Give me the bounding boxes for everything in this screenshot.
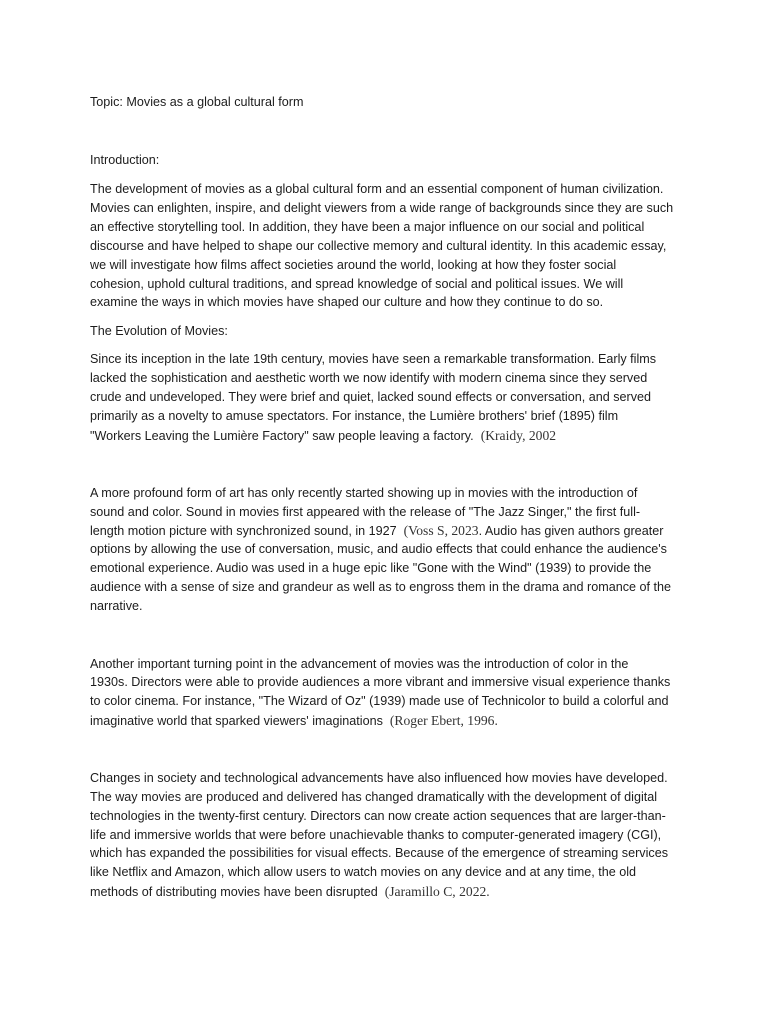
paragraph-line: audience with a sense of size and grandeur as well as to engross them in the drama and romance of the: [90, 580, 672, 594]
paragraph-line: Since its inception in the late 19th century, movies have seen a remarkable transformation. Early films: [90, 352, 657, 366]
line-text: imaginative world that sparked viewers' imaginations: [90, 714, 383, 728]
citation: (Voss S, 2023: [403, 523, 479, 538]
paragraph-line: emotional experience. Audio was used in a huge epic like "Gone with the Wind" (1939) to provide the: [90, 561, 652, 575]
paragraph-line: discourse and have helped to shape our collective memory and cultural identity. In this academic essay,: [90, 239, 667, 253]
paragraph-line: examine the ways in which movies have shaped our culture and how they continue to do so.: [90, 295, 604, 309]
paragraph-line: life and immersive worlds that were before unachievable thanks to computer-generated imagery (CGI),: [90, 828, 662, 842]
line-text: . Audio has given authors greater: [478, 524, 664, 538]
paragraph-line: [90, 521, 663, 541]
paragraph-line: cohesion, uphold cultural traditions, and spread knowledge of social and political issues. We will: [90, 277, 624, 291]
paragraph-line: to color cinema. For instance, "The Wizard of Oz" (1939) made use of Technicolor to build a colorful and: [90, 694, 669, 708]
paragraph-line: 1930s. Directors were able to provide audiences a more vibrant and immersive visual experience thanks: [90, 675, 671, 689]
paragraph-line: which has expanded the possibilities for visual effects. Because of the emergence of streaming services: [90, 846, 668, 860]
paragraph-line: Another important turning point in the advancement of movies was the introduction of color in the: [90, 657, 629, 671]
paragraph-line: [90, 882, 490, 902]
paragraph-line: narrative.: [90, 599, 143, 613]
evolution-heading: The Evolution of Movies:: [90, 324, 228, 338]
paragraph-line: crude and undeveloped. They were brief and quiet, lacked sound effects or conversation, and served: [90, 390, 652, 404]
paragraph-line: The development of movies as a global cultural form and an essential component of human civilization.: [90, 182, 664, 196]
paragraph-line: [90, 426, 556, 446]
line-text: "Workers Leaving the Lumière Factory" saw people leaving a factory.: [90, 429, 474, 443]
line-text: methods of distributing movies have been disrupted: [90, 885, 378, 899]
paragraph-line: sound and color. Sound in movies first appeared with the release of "The Jazz Singer," the first full-: [90, 505, 641, 519]
paragraph-line: primarily as a novelty to amuse spectators. For instance, the Lumière brothers' brief (1895) film: [90, 409, 619, 423]
citation: (Jaramillo C, 2022.: [384, 884, 490, 899]
citation: (Roger Ebert, 1996.: [389, 713, 498, 728]
paragraph-line: The way movies are produced and delivered has changed dramatically with the development of digital: [90, 790, 658, 804]
intro-heading: Introduction:: [90, 153, 160, 167]
topic-line: Topic: Movies as a global cultural form: [90, 95, 304, 109]
paragraph-line: we will investigate how films affect societies around the world, looking at how they foster social: [90, 258, 617, 272]
paragraph-line: Movies can enlighten, inspire, and delight viewers from a wide range of backgrounds since they are such: [90, 201, 674, 215]
paragraph-line: A more profound form of art has only recently started showing up in movies with the introduction of: [90, 486, 638, 500]
citation: (Kraidy, 2002: [480, 428, 557, 443]
line-text: length motion picture with synchronized sound, in 1927: [90, 524, 397, 538]
paragraph-line: [90, 711, 498, 731]
paragraph-line: like Netflix and Amazon, which allow users to watch movies on any device and at any time, the old: [90, 865, 637, 879]
paragraph-line: options by allowing the use of conversation, music, and audio effects that could enhance the audience's: [90, 542, 667, 556]
paragraph-line: lacked the sophistication and aesthetic worth we now identify with modern cinema since they served: [90, 371, 648, 385]
paragraph-line: Changes in society and technological advancements have also influenced how movies have developed.: [90, 771, 668, 785]
paragraph-line: an effective storytelling tool. In addition, they have been a major influence on our social and political: [90, 220, 645, 234]
paragraph-line: technologies in the twenty-first century. Directors can now create action sequences that are larger-than-: [90, 809, 666, 823]
